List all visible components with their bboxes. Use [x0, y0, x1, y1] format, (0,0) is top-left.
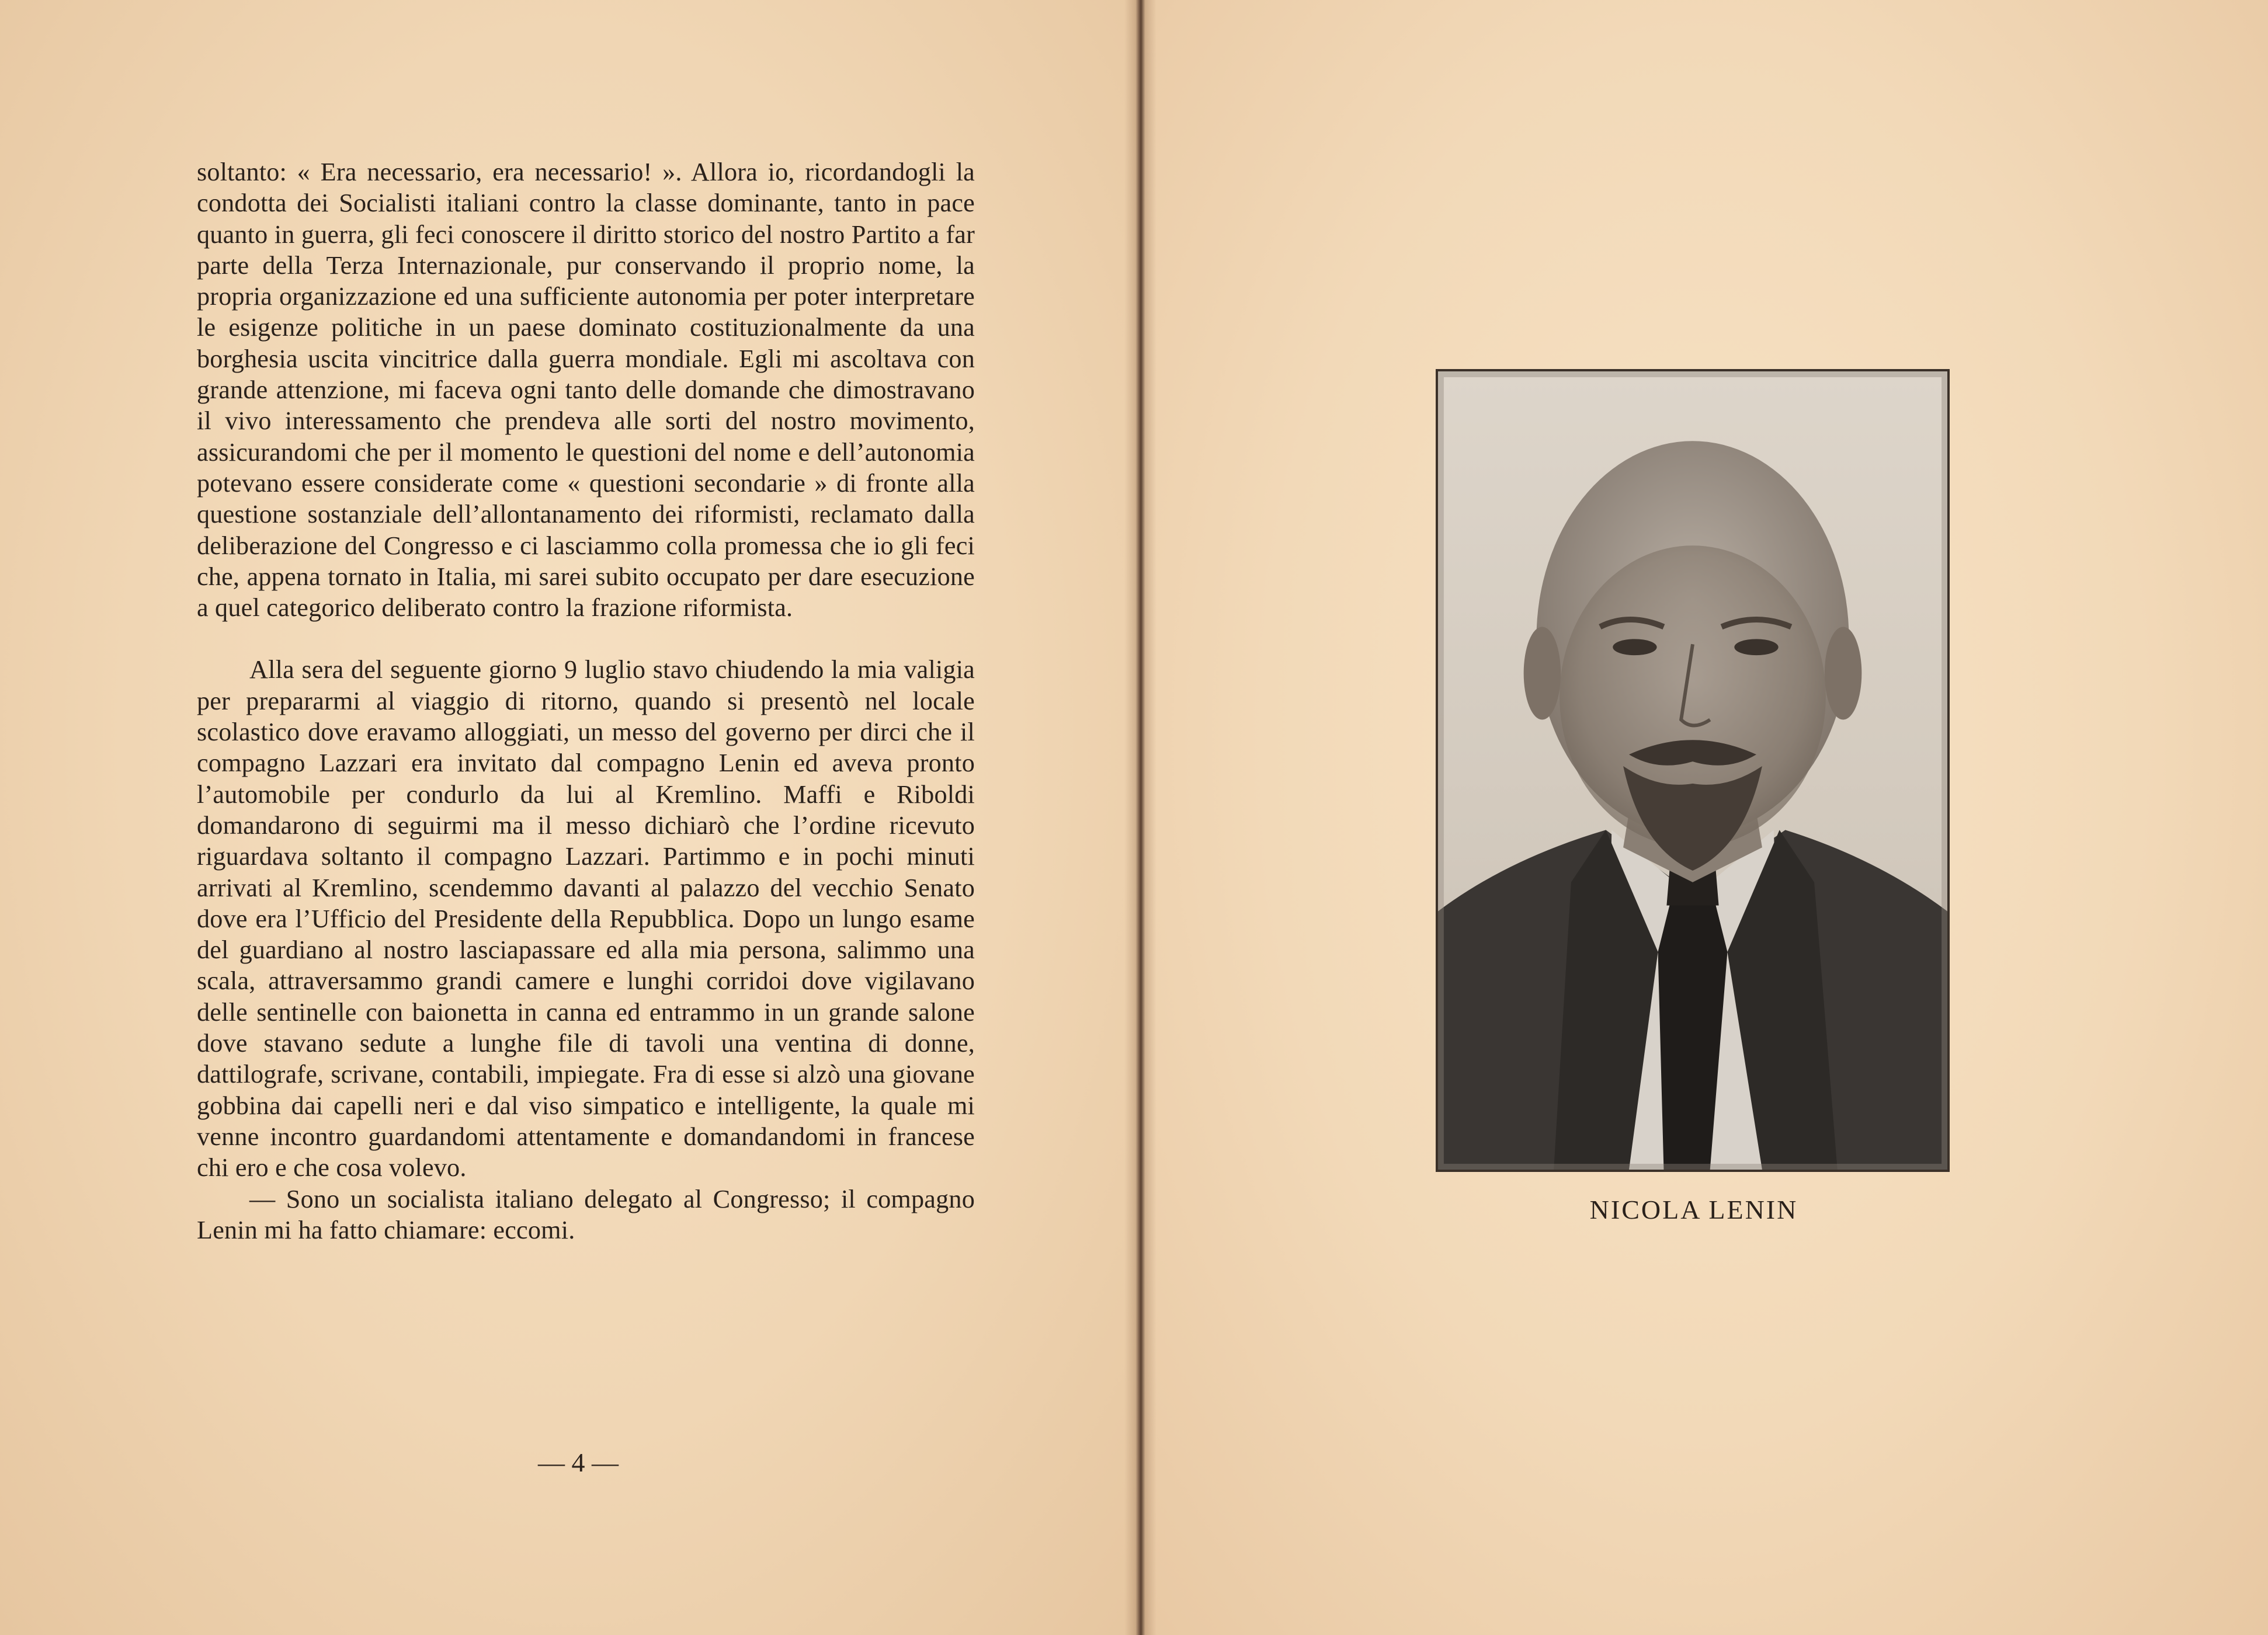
- paragraph-3-dialogue: — Sono un socialista italiano delegato al Congresso; il compagno Lenin mi ha fatto chiamare: eccomi.: [197, 1184, 975, 1244]
- paragraph-2: Alla sera del seguente giorno 9 luglio stavo chiudendo la mia valigia per prepararmi al viaggio di ritorno, quando si presentò nel locale scolastico dove eravamo alloggiati, un messo del governo per dirci che il compagno Lazzari era invitato dal compagno Lenin ed aveva pronto l’automobile per condurlo da lui al Kremlino. Maffi e Riboldi domandarono di seguirmi ma il messo dichiarò che l’ordine ricevuto riguardava soltanto il compagno Lazzari. Partimmo e in pochi minuti arrivati al Kremlino, scendemmo davanti al palazzo del vecchio Senato dove era l’Ufficio del Presidente della Repubblica. Dopo un lungo esame del guardiano al nostro lasciapassare ed alla mia persona, salimmo una scala, attraversammo grandi camere e lunghi corridoi dove vigilavano delle sentinelle con baionetta in canna ed entrammo in un grande salone dove stavano sedute a lunghe file di tavoli una ventina di donne, dattilografe, scrivane, contabili, impiegate. Fra di esse si alzò una giovane gobbina dai capelli neri e dal viso simpatico e intelligente, la quale mi venne incontro guardandomi attentamente e domandandomi in francese chi ero e che cosa volevo.: [197, 655, 975, 1182]
- page-number: — 4 —: [538, 1448, 619, 1477]
- body-text: [197, 156, 975, 1246]
- paragraph-1: soltanto: « Era necessario, era necessario! ». Allora io, ricordandogli la condotta dei Socialisti italiani contro la classe dominante, tanto in pace quanto in guerra, gli feci conoscere il diritto storico del nostro Partito a far parte della Terza Internazionale, pur conservando il proprio nome, la propria organizzazione ed una sufficiente autonomia per poter interpretare le esigenze politiche in un paese dominato costituzionalmente da una borghesia uscita vincitrice dalla guerra mondiale. Egli mi ascoltava con grande attenzione, mi faceva ogni tanto delle domande che dimostravano il vivo interessamento che prendeva alle sorti del nostro movimento, assicurandomi che per il momento le questioni del nome e dell’autonomia potevano essere considerate come « questioni secondarie » di fronte alla questione sostanziale dell’allontanamento dei riformisti, reclamato dalla deliberazione del Congresso e ci lasciammo colla promessa che io gli feci che, appena tornato in Italia, mi sarei subito occupato per dare esecuzione a quel categorico deliberato contro la frazione riformista.: [197, 158, 975, 622]
- portrait-caption: NICOLA LENIN: [1589, 1195, 1798, 1224]
- portrait-photo: [1436, 369, 1950, 1172]
- portrait-illustration: [1438, 371, 1947, 1170]
- book-gutter: [1124, 0, 1156, 1635]
